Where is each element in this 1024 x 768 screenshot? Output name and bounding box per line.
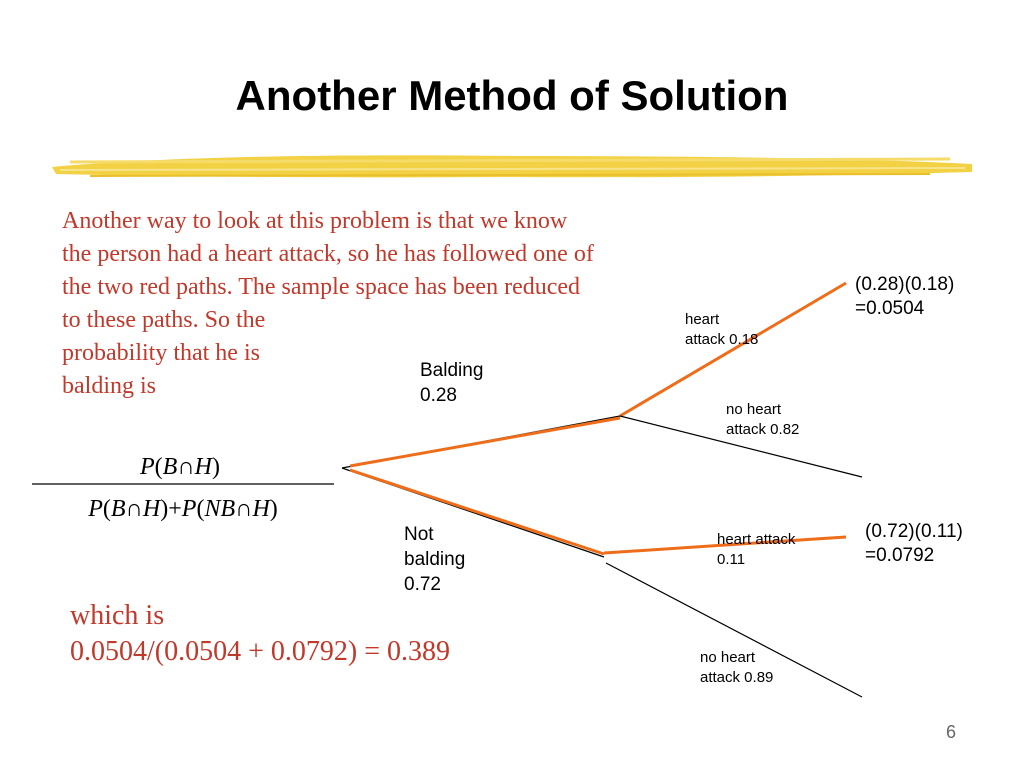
result-notbalding-heart: (0.72)(0.11) =0.0792 xyxy=(865,521,963,566)
den-b: B xyxy=(110,496,126,522)
den-plus: + xyxy=(168,496,182,522)
den-p2: P xyxy=(181,496,197,522)
label-heart-attack-not-balding: heart attack 0.11 xyxy=(717,531,796,568)
den-nb: NB xyxy=(204,496,236,522)
branch-root-notbalding-highlight xyxy=(350,470,604,554)
label-no-heart-attack-balding: no heart attack 0.82 xyxy=(726,401,800,438)
label-balding: Balding 0.28 xyxy=(420,360,484,406)
answer-text: which is 0.0504/(0.0504 + 0.0792) = 0.389 xyxy=(70,600,451,667)
den-h1: H xyxy=(142,496,161,522)
num-p: P xyxy=(139,454,155,480)
num-b: B xyxy=(162,454,178,480)
result-balding-heart: (0.28)(0.18) =0.0504 xyxy=(855,274,955,319)
num-close: ) xyxy=(212,454,221,480)
den-open1: ( xyxy=(102,496,111,522)
den-h2: H xyxy=(252,496,270,522)
num-h: H xyxy=(194,454,213,480)
formula-denominator xyxy=(87,496,278,522)
num-cap: ∩ xyxy=(177,454,195,480)
den-open2: ( xyxy=(196,496,205,522)
explanation-paragraph: Another way to look at this problem is that we know the person had a heart attack, so he has followed one of the two red paths. The sample space has been reduced to these paths. So the probability that he is balding is xyxy=(62,208,594,399)
den-cap1: ∩ xyxy=(125,496,143,522)
label-no-heart-attack-not-balding: no heart attack 0.89 xyxy=(700,649,774,686)
den-cap2: ∩ xyxy=(235,496,253,522)
label-heart-attack-balding: heart attack 0.18 xyxy=(685,311,759,348)
den-close1: ) xyxy=(160,496,169,522)
num-open: ( xyxy=(154,454,163,480)
slide-title: Another Method of Solution xyxy=(235,72,789,119)
formula-numerator xyxy=(139,454,220,480)
den-p1: P xyxy=(88,496,103,522)
den-close2: ) xyxy=(269,496,278,522)
page-number: 6 xyxy=(945,722,956,742)
probability-formula xyxy=(28,446,348,531)
label-not-balding: Not balding 0.72 xyxy=(404,524,466,595)
branch-root-balding-highlight xyxy=(350,418,620,466)
